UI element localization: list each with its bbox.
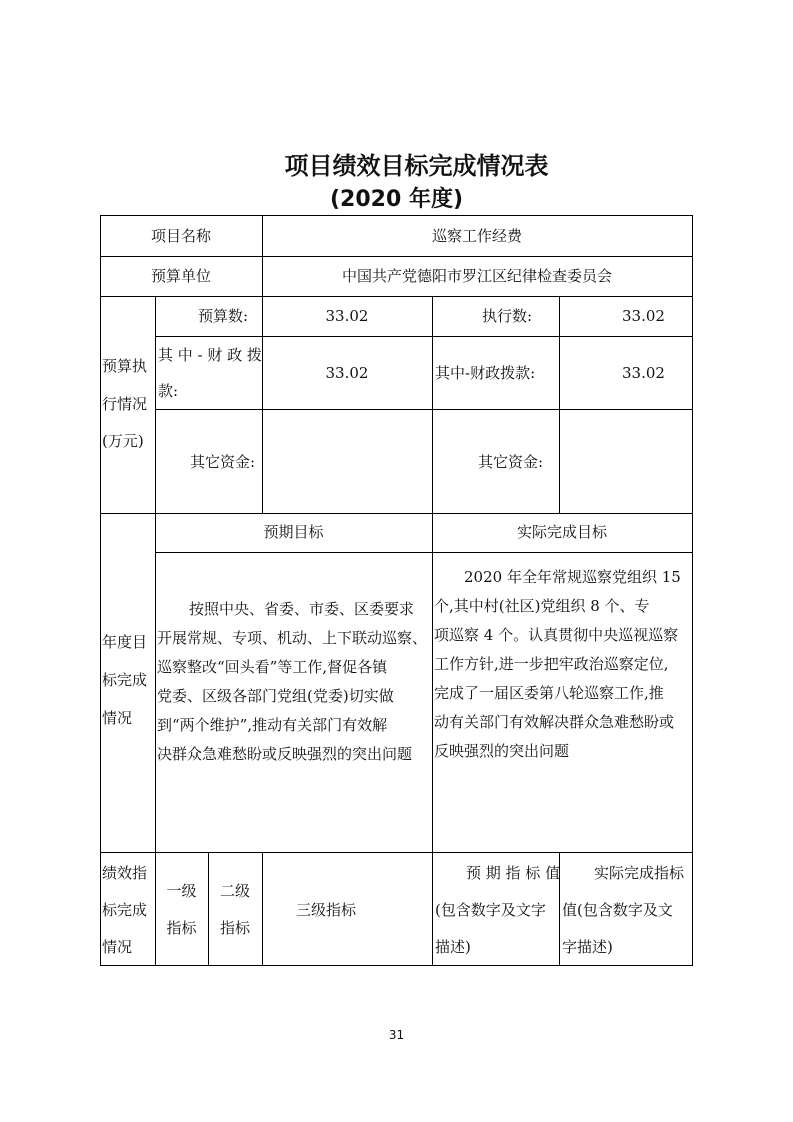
- other-funds-label: 其它资金:: [190, 453, 256, 471]
- level1-indicator-line: 指标: [166, 919, 197, 937]
- grid-line: [432, 852, 433, 965]
- text-line: 开展常规、专项、机动、上下联动巡察、: [157, 629, 428, 647]
- actual-goal-header: 实际完成目标: [516, 523, 607, 541]
- budget-amount-value: 33.02: [325, 307, 369, 325]
- text-line: 项巡察 4 个。认真贯彻中央巡视巡察: [434, 626, 679, 644]
- level1-indicator-line: 一级: [166, 882, 197, 900]
- fiscal-allocation-value: 33.02: [325, 364, 369, 382]
- level2-indicator-line: 指标: [219, 919, 250, 937]
- goals-section-label-line: 标完成: [102, 671, 148, 689]
- goals-section-label-line: 情况: [102, 709, 133, 727]
- project-name-label: 项目名称: [150, 227, 211, 245]
- text-line: 反映强烈的突出问题: [434, 742, 570, 760]
- text-line: 决群众急难愁盼或反映强烈的突出问题: [157, 745, 413, 763]
- text-line: 到“两个维护”,推动有关部门有效解: [157, 716, 388, 734]
- budget-section-label-line: 行情况: [102, 395, 148, 413]
- grid-line: [692, 215, 693, 965]
- page-number: 31: [388, 1028, 405, 1042]
- expected-goal-header: 预期目标: [263, 523, 324, 541]
- actual-value-header-line: 实际完成指标: [594, 864, 685, 882]
- grid-line: [100, 296, 693, 297]
- grid-line: [155, 409, 693, 410]
- budget-section-label-line: (万元): [102, 432, 144, 450]
- fiscal-allocation-label-line: 其 中 - 财 政 拨: [158, 346, 262, 364]
- text-line: 党委、区级各部门党组(党委)切实做: [157, 687, 394, 705]
- indicators-section-label-line: 情况: [102, 938, 133, 956]
- level3-indicator-header: 三级指标: [296, 901, 357, 919]
- fiscal-allocation-label-line: 款:: [158, 382, 179, 400]
- actual-goal-text: [434, 563, 692, 766]
- text-line: 个,其中村(社区)党组织 8 个、专: [434, 597, 650, 615]
- text-line: 动有关部门有效解决群众急难愁盼或: [434, 713, 675, 731]
- grid-line: [155, 336, 693, 337]
- level2-indicator-line: 二级: [219, 882, 250, 900]
- executed-amount-value: 33.02: [622, 307, 665, 325]
- grid-line: [155, 296, 156, 965]
- executed-fiscal-value: 33.02: [622, 364, 665, 382]
- indicators-section-label-line: 标完成: [102, 901, 148, 919]
- text-line: 2020 年全年常规巡察党组织 15: [464, 568, 681, 586]
- project-name-value: 巡察工作经费: [431, 227, 522, 245]
- expected-value-header-line: (包含数字及文字: [435, 901, 546, 919]
- text-line: 按照中央、省委、市委、区委要求: [189, 600, 415, 618]
- indicators-section-label-line: 绩效指: [102, 864, 148, 882]
- grid-line: [100, 513, 693, 514]
- grid-line: [262, 296, 263, 513]
- grid-line: [208, 852, 209, 965]
- grid-line: [100, 215, 693, 216]
- expected-value-header-line: 预 期 指 标 值: [466, 864, 561, 882]
- text-line: 工作方针,进一步把牢政治巡察定位,: [434, 655, 669, 673]
- grid-line: [100, 215, 101, 965]
- grid-line: [155, 552, 693, 553]
- expected-value-header-line: 描述): [435, 938, 471, 956]
- budget-amount-label: 预算数:: [198, 307, 249, 325]
- expected-goal-text: [157, 595, 432, 769]
- grid-line: [100, 256, 693, 257]
- budget-unit-value: 中国共产党德阳市罗江区纪律检查委员会: [341, 267, 612, 285]
- grid-line: [100, 852, 693, 853]
- grid-line: [432, 296, 433, 852]
- actual-value-header-line: 字描述): [562, 938, 613, 956]
- actual-value-header-line: 值(包含数字及文: [562, 901, 673, 919]
- grid-line: [262, 852, 263, 965]
- goals-section-label-line: 年度目: [102, 633, 148, 651]
- page-title: 项目绩效目标完成情况表: [284, 152, 549, 180]
- grid-line: [559, 296, 560, 513]
- executed-fiscal-label: 其中-财政拨款:: [435, 364, 536, 382]
- grid-line: [100, 965, 693, 966]
- executed-amount-label: 执行数:: [482, 307, 533, 325]
- text-line: 巡察整改“回头看”等工作,督促各镇: [157, 658, 388, 676]
- budget-section-label-line: 预算执: [102, 357, 148, 375]
- other-funds-executed-label: 其它资金:: [478, 453, 544, 471]
- page-subtitle: (2020 年度): [330, 187, 463, 212]
- budget-unit-label: 预算单位: [150, 267, 211, 285]
- text-line: 完成了一届区委第八轮巡察工作,推: [434, 684, 664, 702]
